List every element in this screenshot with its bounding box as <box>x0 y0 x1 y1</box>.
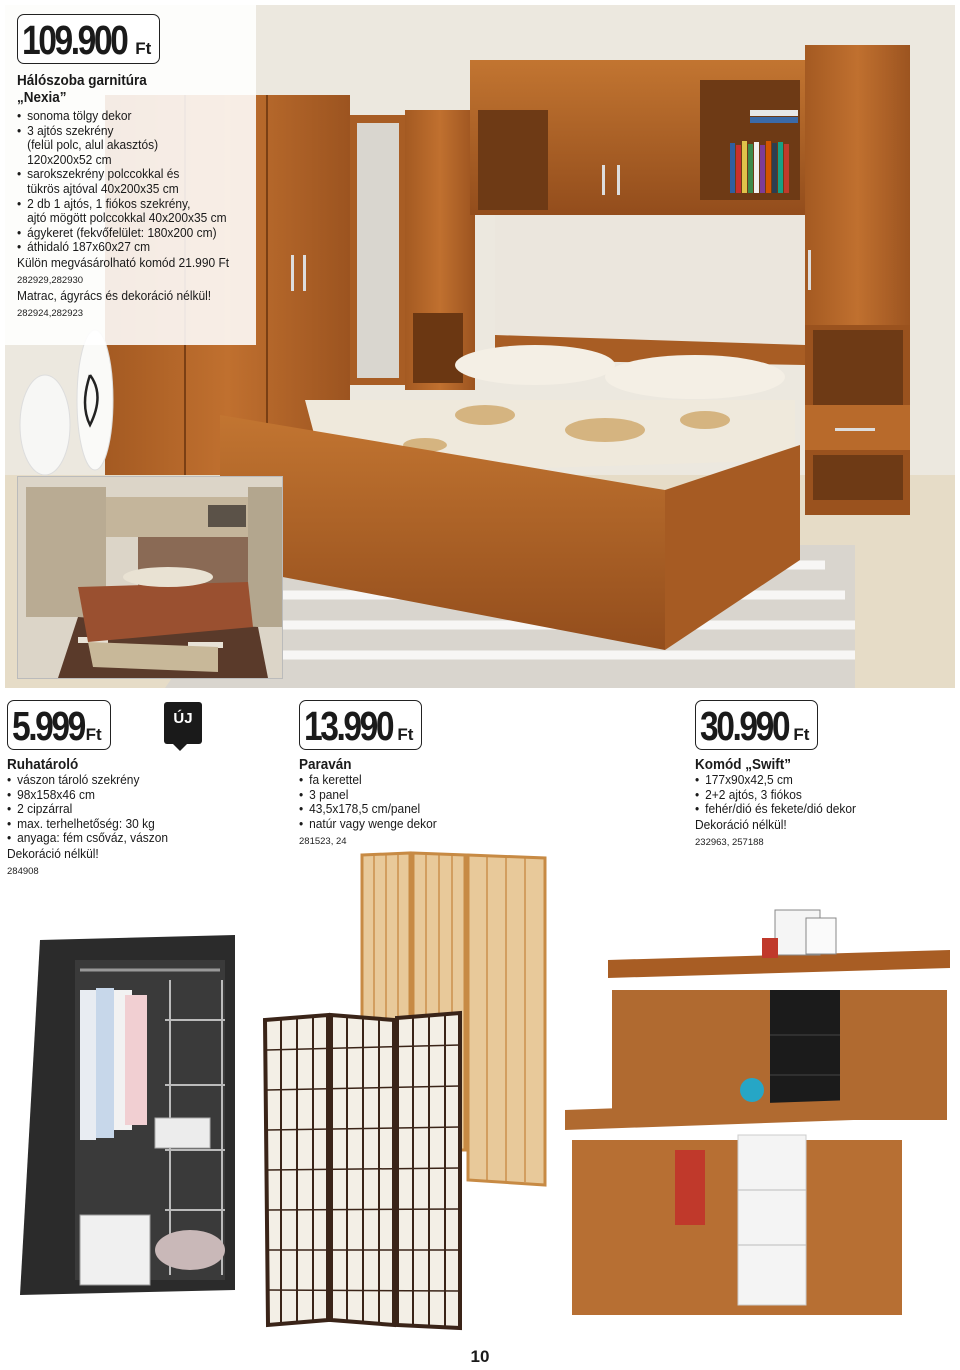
list-item: (felül polc, alul akasztós) <box>27 137 159 153</box>
list-item: • anyaga: fém csőváz, vászon <box>7 831 265 846</box>
list-item: • áthidaló 187x60x27 cm <box>17 240 228 255</box>
page-number: 10 <box>470 1347 490 1366</box>
feature-list <box>695 773 960 817</box>
product-title: Paraván <box>299 756 352 773</box>
list-item: • 177x90x42,5 cm <box>695 773 953 788</box>
list-item: • 2 cipzárral <box>7 802 265 817</box>
feature-list <box>7 773 287 846</box>
list-item: • natúr vagy wenge dekor <box>299 817 557 832</box>
product-images <box>0 850 960 1340</box>
folding-screen-wenge-illustration <box>265 1013 460 1328</box>
currency: Ft <box>793 725 810 744</box>
list-item: • fehér/dió és fekete/dió dekor <box>695 802 953 817</box>
hero-note-komod: Külön megvásárolható komód 21.990 Ft <box>17 254 230 270</box>
sideboard-black-illustration <box>608 910 950 1120</box>
hero-title: Hálószoba garnitúra „Nexia” <box>17 72 147 106</box>
product-title: Ruhatároló <box>7 756 79 773</box>
list-item: • max. terhelhetőség: 30 kg <box>7 817 265 832</box>
price: 5.999 <box>12 703 84 749</box>
list-item: • 2+2 ajtós, 3 fiókos <box>695 788 953 803</box>
wardrobe-illustration <box>20 935 235 1295</box>
new-badge: ÚJ <box>164 702 202 744</box>
product-komod-swift <box>695 700 960 850</box>
product-note: Dekoráció nélkül! <box>695 816 787 832</box>
list-item: • sarokszekrény polccokkal és <box>17 167 228 182</box>
list-item: • 3 panel <box>299 788 557 803</box>
product-paravan <box>299 700 579 849</box>
list-item: tükrös ajtóval 40x200x35 cm <box>27 180 179 196</box>
list-item: 120x200x52 cm <box>27 151 112 167</box>
currency: Ft <box>85 725 102 744</box>
inset-bedroom-illustration <box>18 477 282 678</box>
product-code: 284908 <box>7 865 39 877</box>
product-title: Komód „Swift” <box>695 756 791 773</box>
list-item: • vászon tároló szekrény <box>7 773 265 788</box>
price: 13.990 <box>304 703 393 749</box>
hero-feature-list <box>17 109 246 255</box>
list-item: • 43,5x178,5 cm/panel <box>299 802 557 817</box>
hero-price-tag <box>17 14 160 64</box>
product-code: 232963, 257188 <box>695 836 764 848</box>
list-item: • 98x158x46 cm <box>7 788 265 803</box>
list-item: ajtó mögött polccokkal 40x200x35 cm <box>27 210 227 226</box>
list-item: • 3 ajtós szekrény <box>17 124 228 139</box>
hero-code-2: 282924,282923 <box>17 307 84 319</box>
hero-price: 109.900 <box>22 17 127 63</box>
hero-info-panel <box>5 5 256 345</box>
hero-currency: Ft <box>135 39 152 58</box>
sideboard-white-illustration <box>565 1078 910 1315</box>
feature-list <box>299 773 579 831</box>
price: 30.990 <box>700 703 789 749</box>
hero-code-1: 282929,282930 <box>17 274 84 286</box>
product-note: Dekoráció nélkül! <box>7 845 99 861</box>
list-item: • ágykeret (fekvőfelület: 180x200 cm) <box>17 226 228 241</box>
price-tag <box>7 700 111 750</box>
price-tag <box>695 700 818 750</box>
product-code: 281523, 24 <box>299 836 347 848</box>
inset-photo-sonoma <box>17 476 283 679</box>
hero-note-matrac: Matrac, ágyrács és dekoráció nélkül! <box>17 287 212 303</box>
list-item: • fa kerettel <box>299 773 557 788</box>
price-tag <box>299 700 422 750</box>
list-item: • 2 db 1 ajtós, 1 fiókos szekrény, <box>17 197 228 212</box>
currency: Ft <box>397 725 414 744</box>
list-item: • sonoma tölgy dekor <box>17 109 228 124</box>
